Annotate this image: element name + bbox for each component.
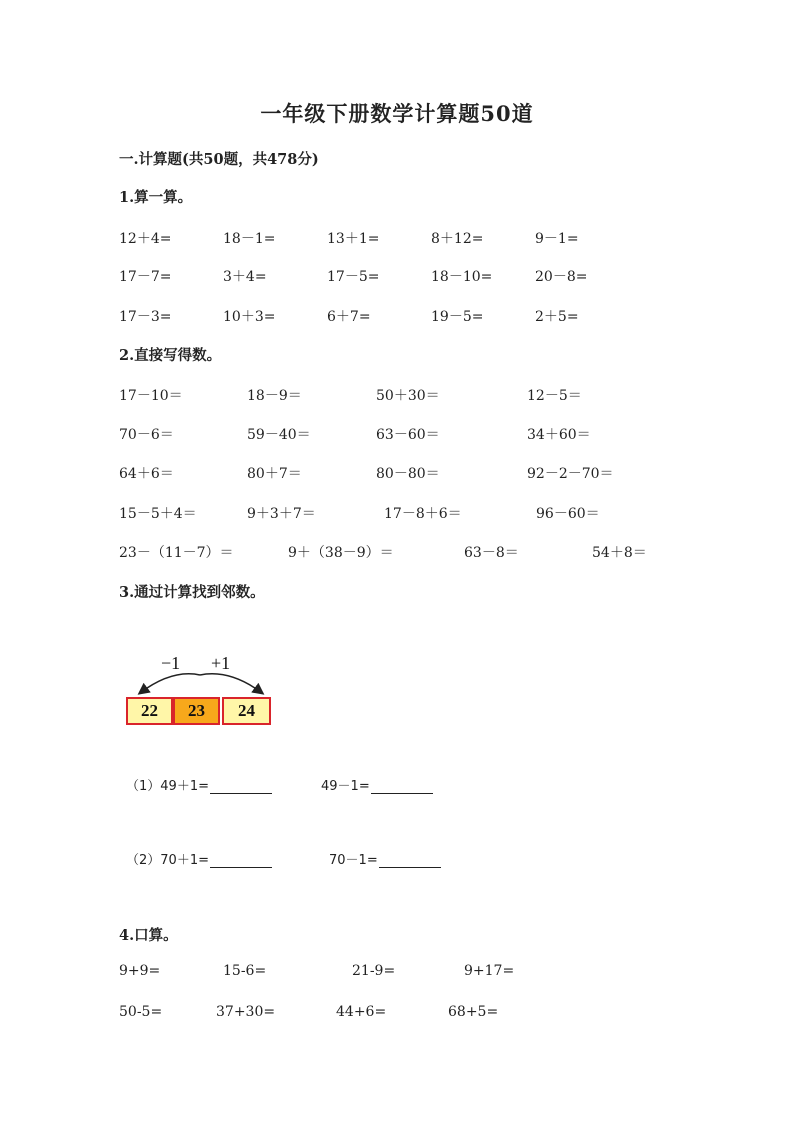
expression: 70＋1= (160, 853, 209, 868)
answer-blank[interactable] (379, 853, 441, 868)
q2-problem: 50＋30＝ (376, 388, 440, 404)
q2-problem: 63－60＝ (376, 427, 440, 443)
q2-problem: 70－6＝ (119, 427, 174, 443)
q2-heading: 2.直接写得数。 (119, 347, 222, 364)
part-heading: 一.计算题(共50题，共478分) (119, 151, 319, 168)
q2-problem: 12－5＝ (527, 388, 582, 404)
q4-problem: 50-5= (119, 1004, 163, 1020)
q2-problem: 18－9＝ (247, 388, 302, 404)
q1-problem: 2＋5= (535, 309, 579, 325)
item-number: （1） (126, 779, 161, 794)
q2-problem: 17－8＋6＝ (384, 506, 462, 522)
q1-problem: 12＋4= (119, 231, 172, 247)
q4-problem: 15-6= (223, 963, 267, 979)
q2-problem: 80－80＝ (376, 466, 440, 482)
q1-problem: 18－1= (223, 231, 276, 247)
q4-problem: 9+17= (464, 963, 515, 979)
q2-problem: 9＋3＋7＝ (247, 506, 316, 522)
q1-problem: 10＋3= (223, 309, 276, 325)
q1-problem: 17－3= (119, 309, 172, 325)
q2-problem: 9＋（38－9）＝ (288, 545, 394, 561)
q1-heading: 1.算一算。 (119, 189, 193, 206)
q1-problem: 3＋4= (223, 269, 267, 285)
q3-item-1 (126, 775, 272, 794)
q2-problem: 54＋8＝ (592, 545, 647, 561)
q2-problem: 34＋60＝ (527, 427, 591, 443)
q2-problem: 15－5＋4＝ (119, 506, 197, 522)
q1-problem: 18－10= (431, 269, 493, 285)
q3-item-2 (126, 849, 272, 868)
minus-one-label: −1 (161, 653, 181, 673)
q4-problem: 21-9= (352, 963, 396, 979)
q2-problem: 23－（11－7）＝ (119, 545, 234, 561)
q2-problem: 63－8＝ (464, 545, 519, 561)
q1-problem: 20－8= (535, 269, 588, 285)
q2-problem: 17－10＝ (119, 388, 183, 404)
q2-problem: 92－2－70＝ (527, 466, 614, 482)
neighbor-cell-center: 23 (173, 697, 220, 725)
q3-heading: 3.通过计算找到邻数。 (119, 584, 265, 601)
neighbor-arrows-icon (120, 665, 280, 701)
q1-problem: 19－5= (431, 309, 484, 325)
expression: 70－1= (329, 853, 378, 868)
q1-problem: 17－5= (327, 269, 380, 285)
neighbor-cell-prev: 22 (126, 697, 173, 725)
q3-item-1b (321, 775, 433, 794)
q2-problem: 64＋6＝ (119, 466, 174, 482)
answer-blank[interactable] (371, 779, 433, 794)
q1-problem: 8＋12= (431, 231, 484, 247)
q1-problem: 13＋1= (327, 231, 380, 247)
q1-problem: 17－7= (119, 269, 172, 285)
answer-blank[interactable] (210, 853, 272, 868)
q1-problem: 9－1= (535, 231, 579, 247)
item-number: （2） (126, 853, 161, 868)
expression: 49＋1= (160, 779, 209, 794)
plus-one-label: +1 (211, 653, 231, 673)
answer-blank[interactable] (210, 779, 272, 794)
neighbor-cell-next: 24 (222, 697, 271, 725)
q2-problem: 96－60＝ (536, 506, 600, 522)
q2-problem: 59－40＝ (247, 427, 311, 443)
q4-heading: 4.口算。 (119, 927, 178, 944)
q4-problem: 9+9= (119, 963, 161, 979)
q4-problem: 44+6= (336, 1004, 387, 1020)
page-title: 一年级下册数学计算题50道 (260, 101, 534, 126)
q4-problem: 68+5= (448, 1004, 499, 1020)
expression: 49－1= (321, 779, 370, 794)
q1-problem: 6＋7= (327, 309, 371, 325)
q2-problem: 80＋7＝ (247, 466, 302, 482)
q4-problem: 37+30= (216, 1004, 276, 1020)
q3-item-2b (329, 849, 441, 868)
